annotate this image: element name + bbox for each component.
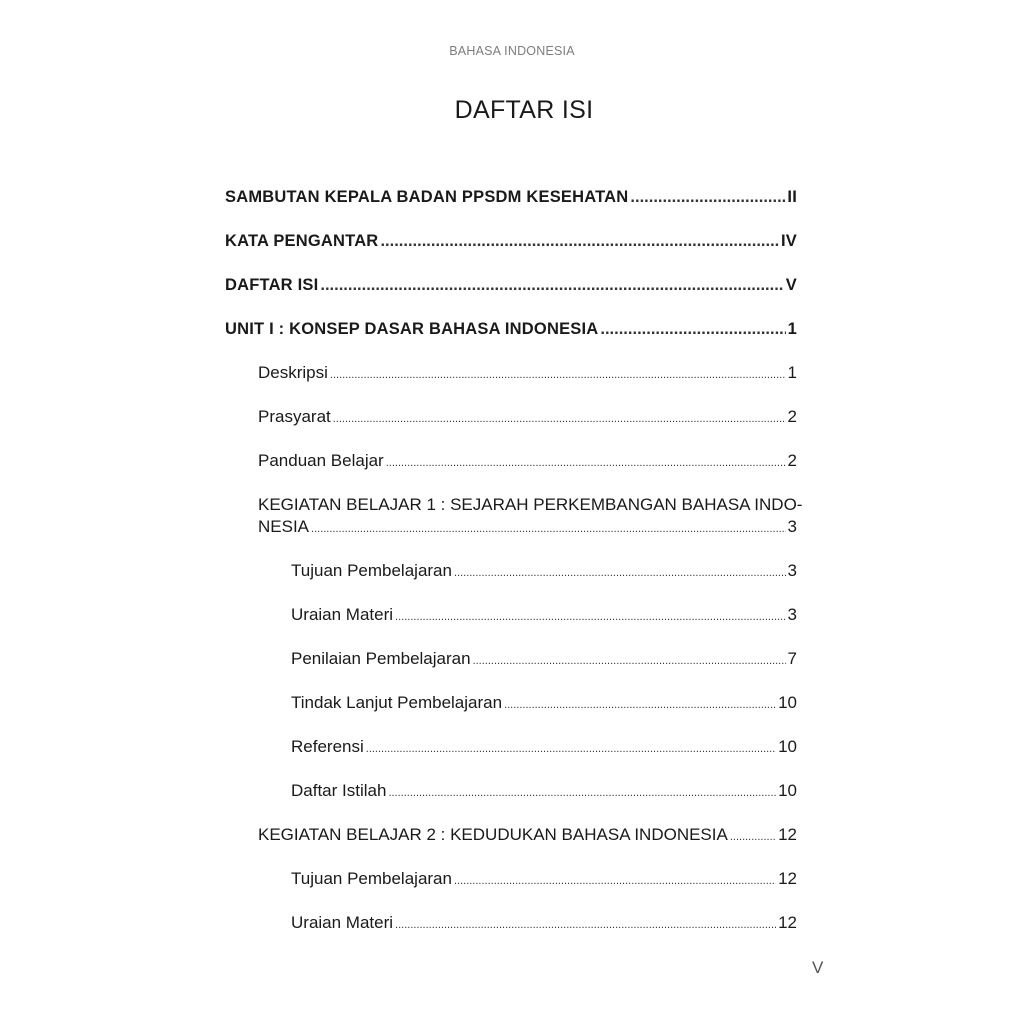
toc-entry[interactable] bbox=[225, 603, 797, 647]
dot-leader bbox=[504, 694, 776, 716]
toc-entry[interactable] bbox=[225, 647, 797, 691]
toc-entry-label: KATA PENGANTAR bbox=[225, 232, 379, 250]
toc-entry-label: UNIT I : KONSEP DASAR BAHASA INDONESIA bbox=[225, 320, 599, 338]
toc-entry-label: Uraian Materi bbox=[291, 913, 394, 932]
toc-entry-page: 10 bbox=[778, 693, 797, 712]
dot-leader bbox=[600, 318, 785, 340]
dot-leader bbox=[366, 738, 776, 760]
toc-entry-label: Tindak Lanjut Pembelajaran bbox=[291, 693, 503, 712]
dot-leader bbox=[473, 650, 786, 672]
toc-entry-page: 1 bbox=[787, 320, 797, 338]
toc-entry-label: SAMBUTAN KEPALA BADAN PPSDM KESEHATAN bbox=[225, 188, 629, 206]
dot-leader bbox=[388, 782, 776, 804]
toc-entry-label-continued: NESIA bbox=[258, 517, 310, 536]
toc-entry[interactable] bbox=[225, 779, 797, 823]
toc-entry-page: 1 bbox=[787, 363, 797, 382]
toc-entry-label: Prasyarat bbox=[258, 407, 331, 426]
dot-leader bbox=[454, 562, 786, 584]
dot-leader bbox=[386, 452, 786, 474]
dot-leader bbox=[330, 364, 786, 386]
toc-entry[interactable] bbox=[225, 317, 797, 361]
toc-entry[interactable] bbox=[225, 405, 797, 449]
toc-entry-page: 3 bbox=[787, 561, 797, 580]
dot-leader bbox=[380, 230, 779, 252]
dot-leader bbox=[333, 408, 786, 430]
toc-entry-page: 2 bbox=[787, 451, 797, 470]
dot-leader bbox=[630, 186, 785, 208]
toc-entry-page: 3 bbox=[787, 517, 797, 536]
toc-entry-page: V bbox=[785, 276, 797, 294]
toc-entry[interactable] bbox=[225, 691, 797, 735]
toc-entry-page: 10 bbox=[778, 737, 797, 756]
toc-entry[interactable] bbox=[225, 493, 803, 559]
toc-entry-label: Deskripsi bbox=[258, 363, 328, 382]
toc-entry-label: Penilaian Pembelajaran bbox=[291, 649, 471, 668]
toc-entry[interactable] bbox=[225, 735, 797, 779]
toc-entry-page: 3 bbox=[787, 605, 797, 624]
toc-entry[interactable] bbox=[225, 229, 797, 273]
toc-entry-label: KEGIATAN BELAJAR 2 : KEDUDUKAN BAHASA INDONESIA bbox=[258, 825, 728, 844]
dot-leader bbox=[454, 870, 776, 892]
toc-entry-label: Daftar Istilah bbox=[291, 781, 387, 800]
toc-entry-page: 10 bbox=[778, 781, 797, 800]
toc-entry[interactable] bbox=[225, 185, 797, 229]
dot-leader bbox=[311, 518, 786, 540]
table-of-contents bbox=[225, 185, 803, 955]
dot-leader bbox=[395, 914, 776, 936]
toc-entry-page: 12 bbox=[778, 913, 797, 932]
toc-entry-label: DAFTAR ISI bbox=[225, 276, 319, 294]
running-header: BAHASA INDONESIA bbox=[449, 44, 575, 58]
toc-entry[interactable] bbox=[225, 273, 797, 317]
toc-entry-label: Tujuan Pembelajaran bbox=[291, 561, 452, 580]
toc-entry[interactable] bbox=[225, 823, 797, 867]
toc-entry[interactable] bbox=[225, 449, 797, 493]
page-title: DAFTAR ISI bbox=[454, 96, 594, 124]
toc-entry-label: Referensi bbox=[291, 737, 364, 756]
page-number: V bbox=[812, 958, 824, 977]
toc-entry[interactable] bbox=[225, 559, 797, 603]
toc-entry[interactable] bbox=[225, 911, 797, 955]
toc-entry[interactable] bbox=[225, 867, 797, 911]
dot-leader bbox=[395, 606, 785, 628]
toc-entry-label: Panduan Belajar bbox=[258, 451, 384, 470]
toc-entry-page: IV bbox=[781, 232, 797, 250]
dot-leader bbox=[320, 274, 783, 296]
toc-entry-label: Uraian Materi bbox=[291, 605, 394, 624]
toc-entry-page: 12 bbox=[778, 825, 797, 844]
toc-entry-label: Tujuan Pembelajaran bbox=[291, 869, 452, 888]
dot-leader bbox=[730, 826, 776, 848]
toc-entry-page: II bbox=[787, 188, 797, 206]
toc-entry-page: 7 bbox=[787, 649, 797, 668]
toc-entry-page: 2 bbox=[787, 407, 797, 426]
toc-entry[interactable] bbox=[225, 361, 797, 405]
toc-entry-label: KEGIATAN BELAJAR 1 : SEJARAH PERKEMBANGAN BAHASA INDO- bbox=[258, 495, 803, 514]
toc-entry-page: 12 bbox=[778, 869, 797, 888]
